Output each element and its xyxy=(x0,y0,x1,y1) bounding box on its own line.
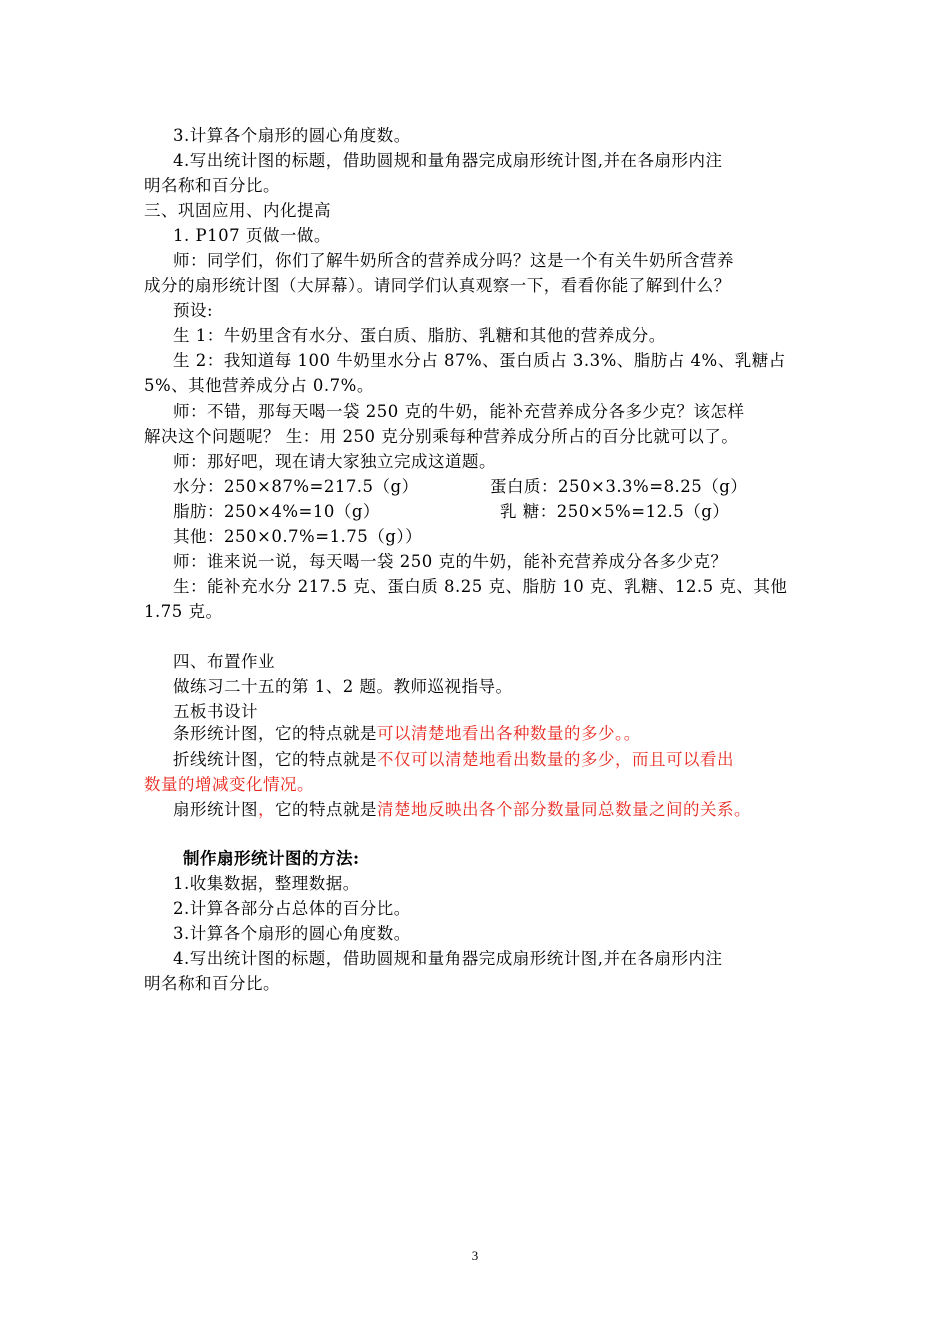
step-4-line1: 4.写出统计图的标题，借助圆规和量角器完成扇形统计图,并在各扇形内注 xyxy=(173,151,723,170)
pie-chart-prefix: 扇形统计图 xyxy=(173,800,258,819)
student-2-line1: 生 2：我知道每 100 牛奶里水分占 87%、蛋白质占 3.3%、脂肪占 4%、乳糖占 xyxy=(173,351,786,370)
preset-label: 预设: xyxy=(173,301,214,320)
step-3: 3.计算各个扇形的圆心角度数。 xyxy=(173,126,411,145)
bar-chart-feature: 可以清楚地看出各种数量的多少。。 xyxy=(377,724,641,743)
homework: 做练习二十五的第 1、2 题。教师巡视指导。 xyxy=(173,677,513,696)
line-chart-prefix: 折线统计图，它的特点就是 xyxy=(173,750,377,769)
method-step-1: 1.收集数据，整理数据。 xyxy=(173,874,360,893)
line-chart-feature-a: 不仅可以清楚地看出数量的多少，而且可以看出 xyxy=(377,750,734,769)
calc-lactose: 乳 糖：250×5%=12.5（g） xyxy=(500,502,730,521)
student-3-line2: 1.75 克。 xyxy=(144,602,223,621)
board-line-chart-line1 xyxy=(173,748,734,772)
method-heading: 制作扇形统计图的方法: xyxy=(183,849,360,868)
board-bar-chart xyxy=(173,722,641,746)
teacher-2-line1: 师：不错，那每天喝一袋 250 克的牛奶，能补充营养成分各多少克？该怎样 xyxy=(173,402,745,421)
student-1: 生 1：牛奶里含有水分、蛋白质、脂肪、乳糖和其他的营养成分。 xyxy=(173,326,666,345)
section-5-heading: 五板书设计 xyxy=(173,702,258,721)
section-3-heading: 三、巩固应用、内化提高 xyxy=(144,201,331,220)
teacher-1-line1: 师：同学们，你们了解牛奶所含的营养成分吗？这是一个有关牛奶所含营养 xyxy=(173,251,734,270)
method-step-4-line2: 明名称和百分比。 xyxy=(144,974,280,993)
board-pie-chart xyxy=(173,798,751,822)
method-step-4-line1: 4.写出统计图的标题，借助圆规和量角器完成扇形统计图,并在各扇形内注 xyxy=(173,949,723,968)
calc-other: 其他：250×0.7%=1.75（g）） xyxy=(173,527,423,546)
teacher-2-line2: 解决这个问题呢？ 生：用 250 克分别乘每种营养成分所占的百分比就可以了。 xyxy=(144,427,739,446)
step-4-line2: 明名称和百分比。 xyxy=(144,176,280,195)
calc-fat: 脂肪：250×4%=10（g） xyxy=(173,502,380,521)
calc-protein: 蛋白质：250×3.3%=8.25（g） xyxy=(490,477,748,496)
teacher-1-line2: 成分的扇形统计图（大屏幕）。请同学们认真观察一下，看看你能了解到什么？ xyxy=(144,276,731,295)
bar-chart-prefix: 条形统计图，它的特点就是 xyxy=(173,724,377,743)
method-step-2: 2.计算各部分占总体的百分比。 xyxy=(173,899,411,918)
teacher-3: 师：那好吧，现在请大家独立完成这道题。 xyxy=(173,452,496,471)
page-number: 3 xyxy=(471,1248,479,1263)
task-1: 1. P107 页做一做。 xyxy=(173,226,331,245)
section-4-heading: 四、布置作业 xyxy=(173,652,275,671)
teacher-4: 师：谁来说一说，每天喝一袋 250 克的牛奶，能补充营养成分各多少克？ xyxy=(173,552,728,571)
pie-chart-mid: 它的特点就是 xyxy=(275,800,377,819)
student-2-line2: 5%、其他营养成分占 0.7%。 xyxy=(144,376,374,395)
calc-water: 水分：250×87%=217.5（g） xyxy=(173,477,419,496)
student-3-line1: 生：能补充水分 217.5 克、蛋白质 8.25 克、脂肪 10 克、乳糖、12.5 克、其他 xyxy=(173,577,788,596)
pie-chart-comma: ， xyxy=(258,800,275,819)
method-step-3: 3.计算各个扇形的圆心角度数。 xyxy=(173,924,411,943)
line-chart-feature-b: 数量的增减变化情况。 xyxy=(144,775,314,794)
pie-chart-feature: 清楚地反映出各个部分数量同总数量之间的关系。 xyxy=(377,800,751,819)
